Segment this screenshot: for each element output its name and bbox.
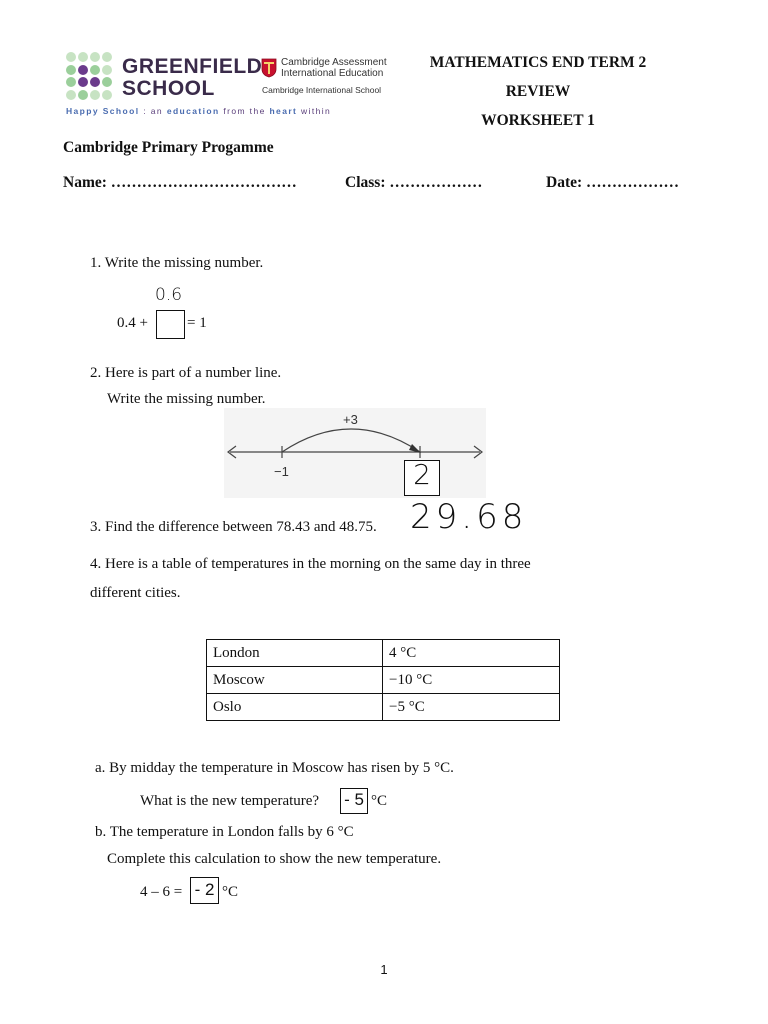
question-4a-answer-box[interactable]: - 5 (340, 788, 368, 814)
class-field: Class: ……………… (345, 174, 483, 191)
question-4a-text: a. By midday the temperature in Moscow has risen by 5 °C. (95, 760, 454, 776)
cambridge-line3: Cambridge International School (262, 85, 382, 95)
question-4-text: 4. Here is a table of temperatures in the morning on the same day in three (90, 556, 531, 572)
table-cell-temp: −5 °C (383, 694, 560, 721)
question-4b-answer-box[interactable]: - 2 (190, 877, 219, 904)
date-field: Date: ……………… (546, 174, 680, 191)
question-1-equation-left: 0.4 + (117, 315, 148, 331)
cambridge-shield-icon (261, 58, 277, 78)
table-cell-temp: −10 °C (383, 667, 560, 694)
question-3-text: 3. Find the difference between 78.43 and 48.75. (90, 519, 377, 535)
school-name-line2: SCHOOL (122, 77, 215, 100)
question-1-text: 1. Write the missing number. (90, 255, 264, 271)
school-tagline: Happy School : an education from the heart within (66, 106, 332, 116)
question-4a-unit: °C (371, 793, 388, 809)
question-1-answer-box[interactable] (156, 310, 185, 339)
cambridge-line1: Cambridge Assessment (281, 57, 387, 68)
programme-label: Cambridge Primary Progamme (63, 139, 274, 156)
number-line-jump-label: +3 (343, 412, 358, 427)
question-1-equation-right: = 1 (187, 315, 207, 331)
question-4a-question: What is the new temperature? (140, 793, 320, 809)
question-3-handwritten-answer: 29.68 (410, 497, 528, 537)
question-4b-text: b. The temperature in London falls by 6 °C (95, 824, 354, 840)
table-cell-temp: 4 °C (383, 640, 560, 667)
question-4b-unit: °C (222, 884, 239, 900)
question-2-instruction: Write the missing number. (107, 391, 266, 407)
question-4b-calculation: 4 – 6 = (140, 884, 183, 900)
table-row (207, 694, 560, 721)
worksheet-title-line2: REVIEW (505, 83, 571, 100)
page-number: 1 (380, 962, 388, 977)
worksheet-title-line1: MATHEMATICS END TERM 2 (429, 54, 647, 71)
school-name-line1: GREENFIELD (122, 55, 263, 78)
table-cell-city: Oslo (207, 694, 383, 721)
cambridge-line2: International Education (281, 68, 384, 79)
question-2-text: 2. Here is part of a number line. (90, 365, 282, 381)
school-logo-dots (66, 52, 114, 100)
table-cell-city: London (207, 640, 383, 667)
question-1-handwritten-answer: 0.6 (155, 285, 183, 305)
table-row (207, 667, 560, 694)
question-4b-instruction: Complete this calculation to show the new temperature. (107, 851, 442, 867)
question-4-text-continued: different cities. (90, 585, 181, 601)
temperature-table (206, 639, 560, 721)
table-cell-city: Moscow (207, 667, 383, 694)
worksheet-title-line3: WORKSHEET 1 (481, 112, 595, 129)
number-line-start-label: −1 (274, 464, 289, 479)
table-row (207, 640, 560, 667)
name-field: Name: ……………………………… (63, 174, 297, 191)
question-2-handwritten-answer: 2 (413, 458, 431, 491)
